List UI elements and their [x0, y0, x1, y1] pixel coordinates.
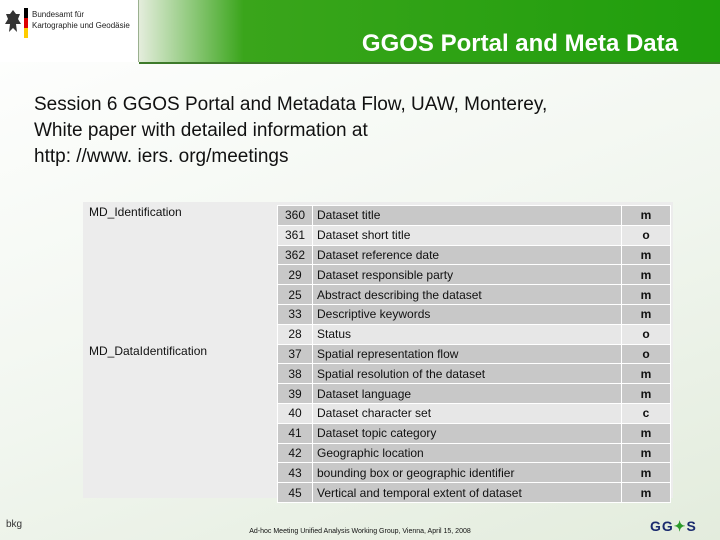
row-number: 38 — [278, 364, 313, 384]
ggos-logo-text-end: S — [686, 518, 697, 534]
row-number: 360 — [278, 206, 313, 226]
row-field-name: Dataset topic category — [313, 423, 622, 443]
table-row — [278, 443, 671, 463]
ggos-logo-text: GG — [650, 518, 674, 534]
row-obligation: o — [622, 225, 671, 245]
intro-text — [34, 92, 547, 170]
row-field-name: Dataset character set — [313, 403, 622, 423]
intro-line: White paper with detailed information at — [34, 120, 368, 141]
row-field-name: Dataset short title — [313, 225, 622, 245]
row-obligation: o — [622, 344, 671, 364]
eagle-icon — [4, 8, 22, 36]
row-obligation: m — [622, 206, 671, 226]
table-row — [278, 344, 671, 364]
ggos-logo — [650, 518, 697, 535]
title-rule — [139, 62, 720, 64]
row-field-name: Status — [313, 324, 622, 344]
row-obligation: c — [622, 403, 671, 423]
metadata-table — [277, 205, 671, 503]
flag-icon — [24, 8, 28, 38]
table-row — [278, 423, 671, 443]
table-row — [278, 285, 671, 305]
bkg-logo: bkg — [6, 519, 23, 530]
row-obligation: m — [622, 423, 671, 443]
row-obligation: m — [622, 304, 671, 324]
row-obligation: o — [622, 324, 671, 344]
table-row — [278, 324, 671, 344]
row-field-name: Spatial representation flow — [313, 344, 622, 364]
row-number: 361 — [278, 225, 313, 245]
metadata-table-area — [83, 202, 673, 498]
row-obligation: m — [622, 245, 671, 265]
row-obligation: m — [622, 265, 671, 285]
row-number: 41 — [278, 423, 313, 443]
table-row — [278, 265, 671, 285]
intro-line: Session 6 GGOS Portal and Metadata Flow, UAW, Monterey, — [34, 94, 548, 115]
row-number: 29 — [278, 265, 313, 285]
table-row — [278, 483, 671, 503]
table-row — [278, 403, 671, 423]
row-obligation: m — [622, 364, 671, 384]
table-row — [278, 206, 671, 226]
row-field-name: bounding box or geographic identifier — [313, 463, 622, 483]
row-field-name: Dataset title — [313, 206, 622, 226]
row-field-name: Descriptive keywords — [313, 304, 622, 324]
row-number: 37 — [278, 344, 313, 364]
row-obligation: m — [622, 285, 671, 305]
slide-title: GGOS Portal and Meta Data — [361, 30, 678, 57]
row-field-name: Dataset reference date — [313, 245, 622, 265]
row-obligation: m — [622, 384, 671, 404]
row-field-name: Vertical and temporal extent of dataset — [313, 483, 622, 503]
row-obligation: m — [622, 483, 671, 503]
row-number: 28 — [278, 324, 313, 344]
intro-link[interactable]: http: //www. iers. org/meetings — [34, 146, 289, 167]
group-label-md-dataidentification: MD_DataIdentification — [89, 344, 208, 358]
row-number: 33 — [278, 304, 313, 324]
row-field-name: Geographic location — [313, 443, 622, 463]
table-row — [278, 384, 671, 404]
globe-icon: ✦ — [673, 518, 687, 534]
header — [0, 0, 720, 62]
row-number: 45 — [278, 483, 313, 503]
row-obligation: m — [622, 463, 671, 483]
row-number: 362 — [278, 245, 313, 265]
row-number: 42 — [278, 443, 313, 463]
table-row — [278, 304, 671, 324]
row-number: 43 — [278, 463, 313, 483]
table-row — [278, 245, 671, 265]
row-obligation: m — [622, 443, 671, 463]
footer-text: Ad-hoc Meeting Unified Analysis Working Group, Vienna, April 15, 2008 — [249, 528, 471, 535]
group-label-md-identification: MD_Identification — [89, 205, 182, 219]
row-field-name: Dataset responsible party — [313, 265, 622, 285]
agency-name-line-2: Kartographie und Geodäsie — [32, 21, 130, 30]
row-number: 25 — [278, 285, 313, 305]
table-row — [278, 463, 671, 483]
row-field-name: Dataset language — [313, 384, 622, 404]
agency-name-line-1: Bundesamt für — [32, 10, 85, 19]
table-row — [278, 225, 671, 245]
row-field-name: Spatial resolution of the dataset — [313, 364, 622, 384]
table-row — [278, 364, 671, 384]
agency-logo — [0, 0, 139, 62]
row-number: 39 — [278, 384, 313, 404]
row-field-name: Abstract describing the dataset — [313, 285, 622, 305]
row-number: 40 — [278, 403, 313, 423]
